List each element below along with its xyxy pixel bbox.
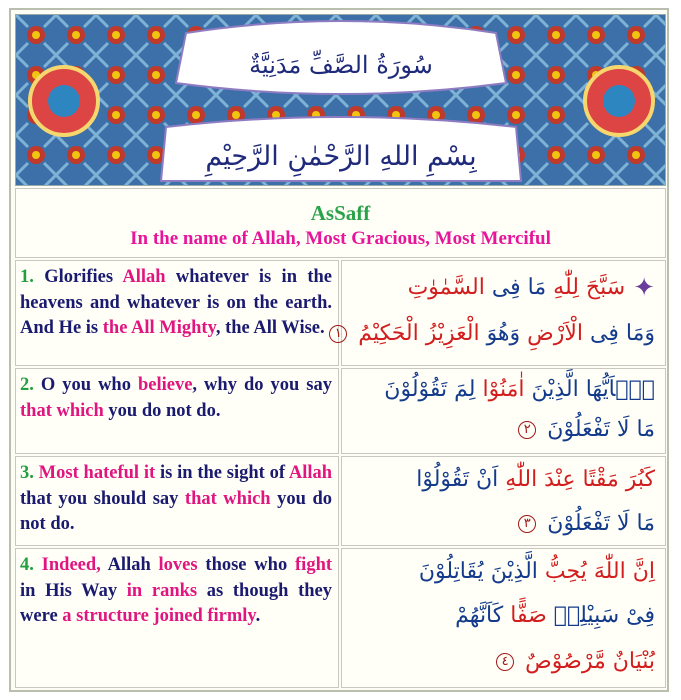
ayah-number-icon: ١ xyxy=(329,325,347,343)
verse-2-arabic-line-1 xyxy=(384,373,655,407)
verse-text-segment: , why do you say xyxy=(192,375,332,395)
verse-1-arabic-cell xyxy=(334,260,666,366)
arabic-text-segment: اٰمَنُوْا xyxy=(482,377,525,402)
arabic-text-segment: مَا فِى xyxy=(484,275,547,300)
verse-4-english-cell xyxy=(15,548,339,688)
verse-4-arabic-cell xyxy=(341,548,666,688)
surah-caption-arabic: سُورَةُ الصَّفِّ مَدَنِيَّةٌ xyxy=(249,51,433,79)
verse-text-segment: Glorifies xyxy=(33,267,123,287)
verse-text-segment: believe xyxy=(137,375,193,395)
ayah-number-icon: ٢ xyxy=(518,421,536,439)
verse-3-arabic-cell xyxy=(341,456,666,546)
verse-text-segment: that which xyxy=(184,488,271,509)
arabic-text-segment: الَّذِيْنَ يُقَاتِلُوْنَ xyxy=(418,559,538,584)
basmala-english: In the name of Allah, Most Gracious, Most Merciful xyxy=(130,228,551,249)
arabic-text-segment: الْاَرْضِ xyxy=(527,321,584,346)
surah-name: AsSaff xyxy=(310,201,371,225)
arabic-text-segment: السَّمٰوٰتِ xyxy=(407,275,485,300)
ayah-number-icon: ٣ xyxy=(518,515,536,533)
arabic-text-segment: اِنَّ اللّٰهَ يُحِبُّ xyxy=(537,559,655,584)
verse-text-segment: Allah xyxy=(107,555,151,575)
title-block xyxy=(15,188,666,258)
verse-text-segment: Allah xyxy=(288,463,333,483)
basmala-arabic: بِسْمِ اللهِ الرَّحْمٰنِ الرَّحِيْمِ xyxy=(205,141,477,172)
verse-text-segment: Indeed, xyxy=(33,555,108,575)
ayah-number-icon: ٤ xyxy=(496,653,514,671)
verse-3-english-cell xyxy=(15,456,339,546)
arabic-text-segment: يٰۤاَيُّهَا الَّذِيْنَ xyxy=(524,377,655,402)
verse-text-segment: that which xyxy=(20,400,104,421)
verse-text-segment: . xyxy=(255,606,261,626)
verse-number: 2. xyxy=(20,375,34,395)
verse-4-english-text xyxy=(20,553,332,630)
arabic-text-segment: صَفًّا xyxy=(510,603,547,628)
verse-3-english-text xyxy=(20,461,332,538)
verse-text-segment: you do not do. xyxy=(103,400,221,421)
verse-4-arabic-line-3 xyxy=(496,645,655,679)
arabic-text-segment: وَمَا فِى xyxy=(583,321,655,346)
verse-text-segment: is in the sight of xyxy=(155,463,289,483)
verse-2-english-text xyxy=(20,373,332,424)
arabic-text-segment: كَبُرَ مَقْتًا عِنْدَ اللّٰهِ xyxy=(505,467,655,492)
verse-1-english-cell xyxy=(15,260,339,366)
arabic-text-segment: بُنْيَانٌ مَّرْصُوْصٌ xyxy=(525,649,655,674)
verse-text-segment: loves xyxy=(150,555,198,575)
arabic-text-segment: وَهُوَ xyxy=(479,321,528,346)
verse-text-segment: O you who xyxy=(33,375,138,395)
verse-text-segment: whatever is in the heavens and whatever is on the earth. And He is xyxy=(20,267,332,338)
verse-text-segment: the All Mighty xyxy=(102,318,216,338)
arabic-text-segment: لِمَ تَقُوْلُوْنَ xyxy=(384,377,483,402)
verse-number: 4. xyxy=(20,555,34,575)
verse-text-segment: you do not do. xyxy=(20,488,332,534)
arabic-text-segment: الْعَزِيْزُ الْحَكِيْمُ xyxy=(358,321,480,346)
arabic-text-segment: فِىْ سَبِيْلِهٖ xyxy=(546,603,655,628)
ornament-star-icon: ✦ xyxy=(633,273,655,303)
verse-text-segment: those who xyxy=(197,555,296,575)
verse-text-segment: , the All Wise. xyxy=(215,318,325,338)
verse-text-segment: fight xyxy=(295,555,333,575)
verse-text-segment: Most hateful it xyxy=(33,463,156,483)
arabic-text-segment: كَاَنَّهُمْ xyxy=(455,603,511,628)
verse-3-arabic-line-1 xyxy=(416,463,655,497)
verse-2-arabic-cell xyxy=(341,368,666,454)
verse-text-segment: as though they were xyxy=(20,580,332,626)
verse-number: 1. xyxy=(20,267,34,287)
verse-1-arabic-line-2 xyxy=(329,317,655,351)
verse-number: 3. xyxy=(20,463,34,483)
arabic-text-segment: سَبَّحَ لِلّٰهِ xyxy=(546,275,626,300)
verse-4-arabic-line-2 xyxy=(455,599,655,633)
verse-row-4 xyxy=(15,548,666,688)
verse-row-3 xyxy=(15,456,666,546)
verse-row-2 xyxy=(15,368,666,454)
verse-text-segment: that you should say xyxy=(20,488,185,509)
verse-text-segment: Allah xyxy=(122,267,166,287)
verse-4-arabic-line-1 xyxy=(419,555,655,589)
verse-text-segment: in ranks xyxy=(126,580,198,601)
verse-text-segment: a structure joined firmly xyxy=(62,606,256,626)
arabic-text-segment: مَا لَا تَفْعَلُوْنَ xyxy=(547,417,655,442)
ornament-graphic xyxy=(16,15,666,186)
verse-1-arabic-line-1 xyxy=(408,271,655,305)
verse-text-segment: in His Way xyxy=(20,580,127,601)
arabic-text-segment: مَا لَا تَفْعَلُوْنَ xyxy=(547,511,655,536)
arabic-text-segment: اَنْ تَقُوْلُوْا xyxy=(416,467,506,492)
verse-1-english-text xyxy=(20,265,332,342)
verse-2-arabic-line-2 xyxy=(518,413,655,447)
verse-3-arabic-line-2 xyxy=(518,507,655,541)
verse-2-english-cell xyxy=(15,368,339,454)
ornamental-header xyxy=(15,14,666,186)
verse-row-1 xyxy=(15,260,666,366)
